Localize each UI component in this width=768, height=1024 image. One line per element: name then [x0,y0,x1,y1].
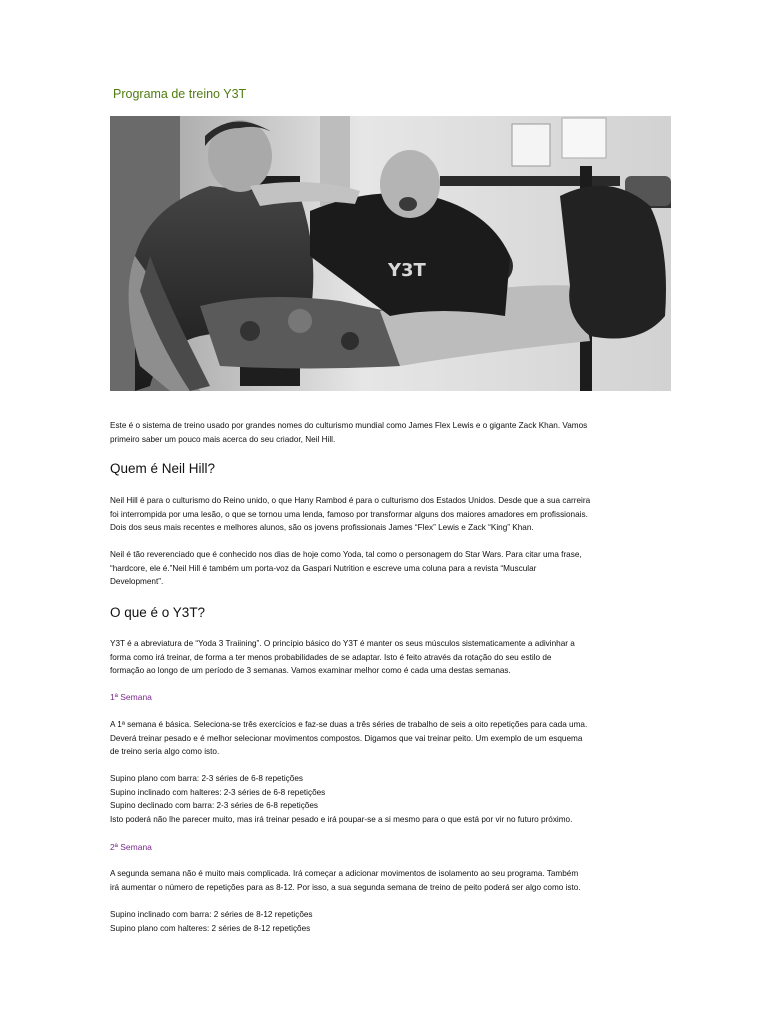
text-line: Y3T é a abreviatura de “Yoda 3 Traiining”. O princípio básico do Y3T é manter os seus músculos sistematicamente a adivinhar a [110,639,575,648]
list-item: Isto poderá não lhe parecer muito, mas irá treinar pesado e irá poupar-se a si mesmo para o que está por vir no futuro próximo. [110,814,573,824]
text-line: Este é o sistema de treino usado por grandes nomes do culturismo mundial como James Flex Lewis e o gigante Zack Khan. Vamos [110,421,588,430]
week-2-label: 2ª Semana [110,842,152,852]
text-line: A segunda semana não é muito mais complicada. Irá começar a adicionar movimentos de isolamento ao seu programa. Também [110,869,579,878]
text-line: formação ao longo de um período de 3 semanas. Vamos examinar melhor como é cada uma destas semanas. [110,666,511,676]
list-item: Supino declinado com barra: 2-3 séries de 6-8 repetições [110,801,318,811]
text-line: Neil é tão reverenciado que é conhecido nos dias de hoje como Yoda, tal como o personagem do Star Wars. Para citar uma frase, [110,550,582,559]
list-item: Supino inclinado com barra: 2 séries de 8-12 repetições [110,910,313,919]
week-1-exercise-list [110,772,658,826]
text-line: A 1ª semana é básica. Seleciona-se três exercícios e faz-se duas a três séries de trabalho de seis a oito repetições para cada uma. [110,720,588,729]
text-line: forma como irá treinar, de forma a ter menos probabilidades de se adaptar. Isto é feito através da rotação do seu estilo de [110,652,552,662]
text-line: Dois dos seus mais recentes e melhores alunos, são os jovens profissionais James “Flex” Lewis e Zack “King” Khan. [110,523,534,533]
text-line: de treino seria algo como isto. [110,747,220,757]
list-item: Supino plano com halteres: 2 séries de 8-12 repetições [110,923,311,933]
shirt-print: Y3T [388,260,426,281]
paragraph-neil-hill-career [110,494,658,535]
intro-paragraph [110,419,658,446]
heading-what-is-y3t: O que é o Y3T? [110,605,206,620]
text-line: irá aumentar o número de repetições para as 8-12. Por isso, a sua segunda semana de treino de peito poderá ser algo como isto. [110,882,581,892]
text-line: foi interrompida por uma lesão, o que se tornou uma lenda, famoso por transformar alguns dos maiores amadores em profissionais. [110,509,588,519]
heading-who-is-neil-hill: Quem é Neil Hill? [110,461,216,476]
paragraph-y3t-definition [110,637,658,678]
week-2-exercise-list [110,908,658,935]
text-line: Development”. [110,577,164,587]
text-line: Deverá treinar pesado e é melhor selecionar movimentos compostos. Digamos que vai treinar peito. Um exemplo de um esquema [110,733,583,743]
document-title: Programa de treino Y3T [113,87,247,101]
week-1-label: 1ª Semana [110,692,152,702]
text-line: Neil Hill é para o culturismo do Reino unido, o que Hany Rambod é para o culturismo dos Estados Unidos. Desde que a sua carreira [110,496,591,505]
paragraph-neil-hill-yoda [110,548,658,589]
photo-illustration [110,116,671,391]
text-line: primeiro saber um pouco mais acerca do seu criador, Neil Hill. [110,434,336,444]
list-item: Supino inclinado com halteres: 2-3 séries de 6-8 repetições [110,787,326,797]
paragraph-week-2 [110,867,658,894]
text-line: “hardcore, ele é.”Neil Hill é também um porta-voz da Gaspari Nutrition e escreve uma coluna para a revista “Muscular [110,563,537,573]
training-photo [110,116,671,391]
list-item: Supino plano com barra: 2-3 séries de 6-8 repetições [110,774,303,783]
paragraph-week-1 [110,718,658,759]
